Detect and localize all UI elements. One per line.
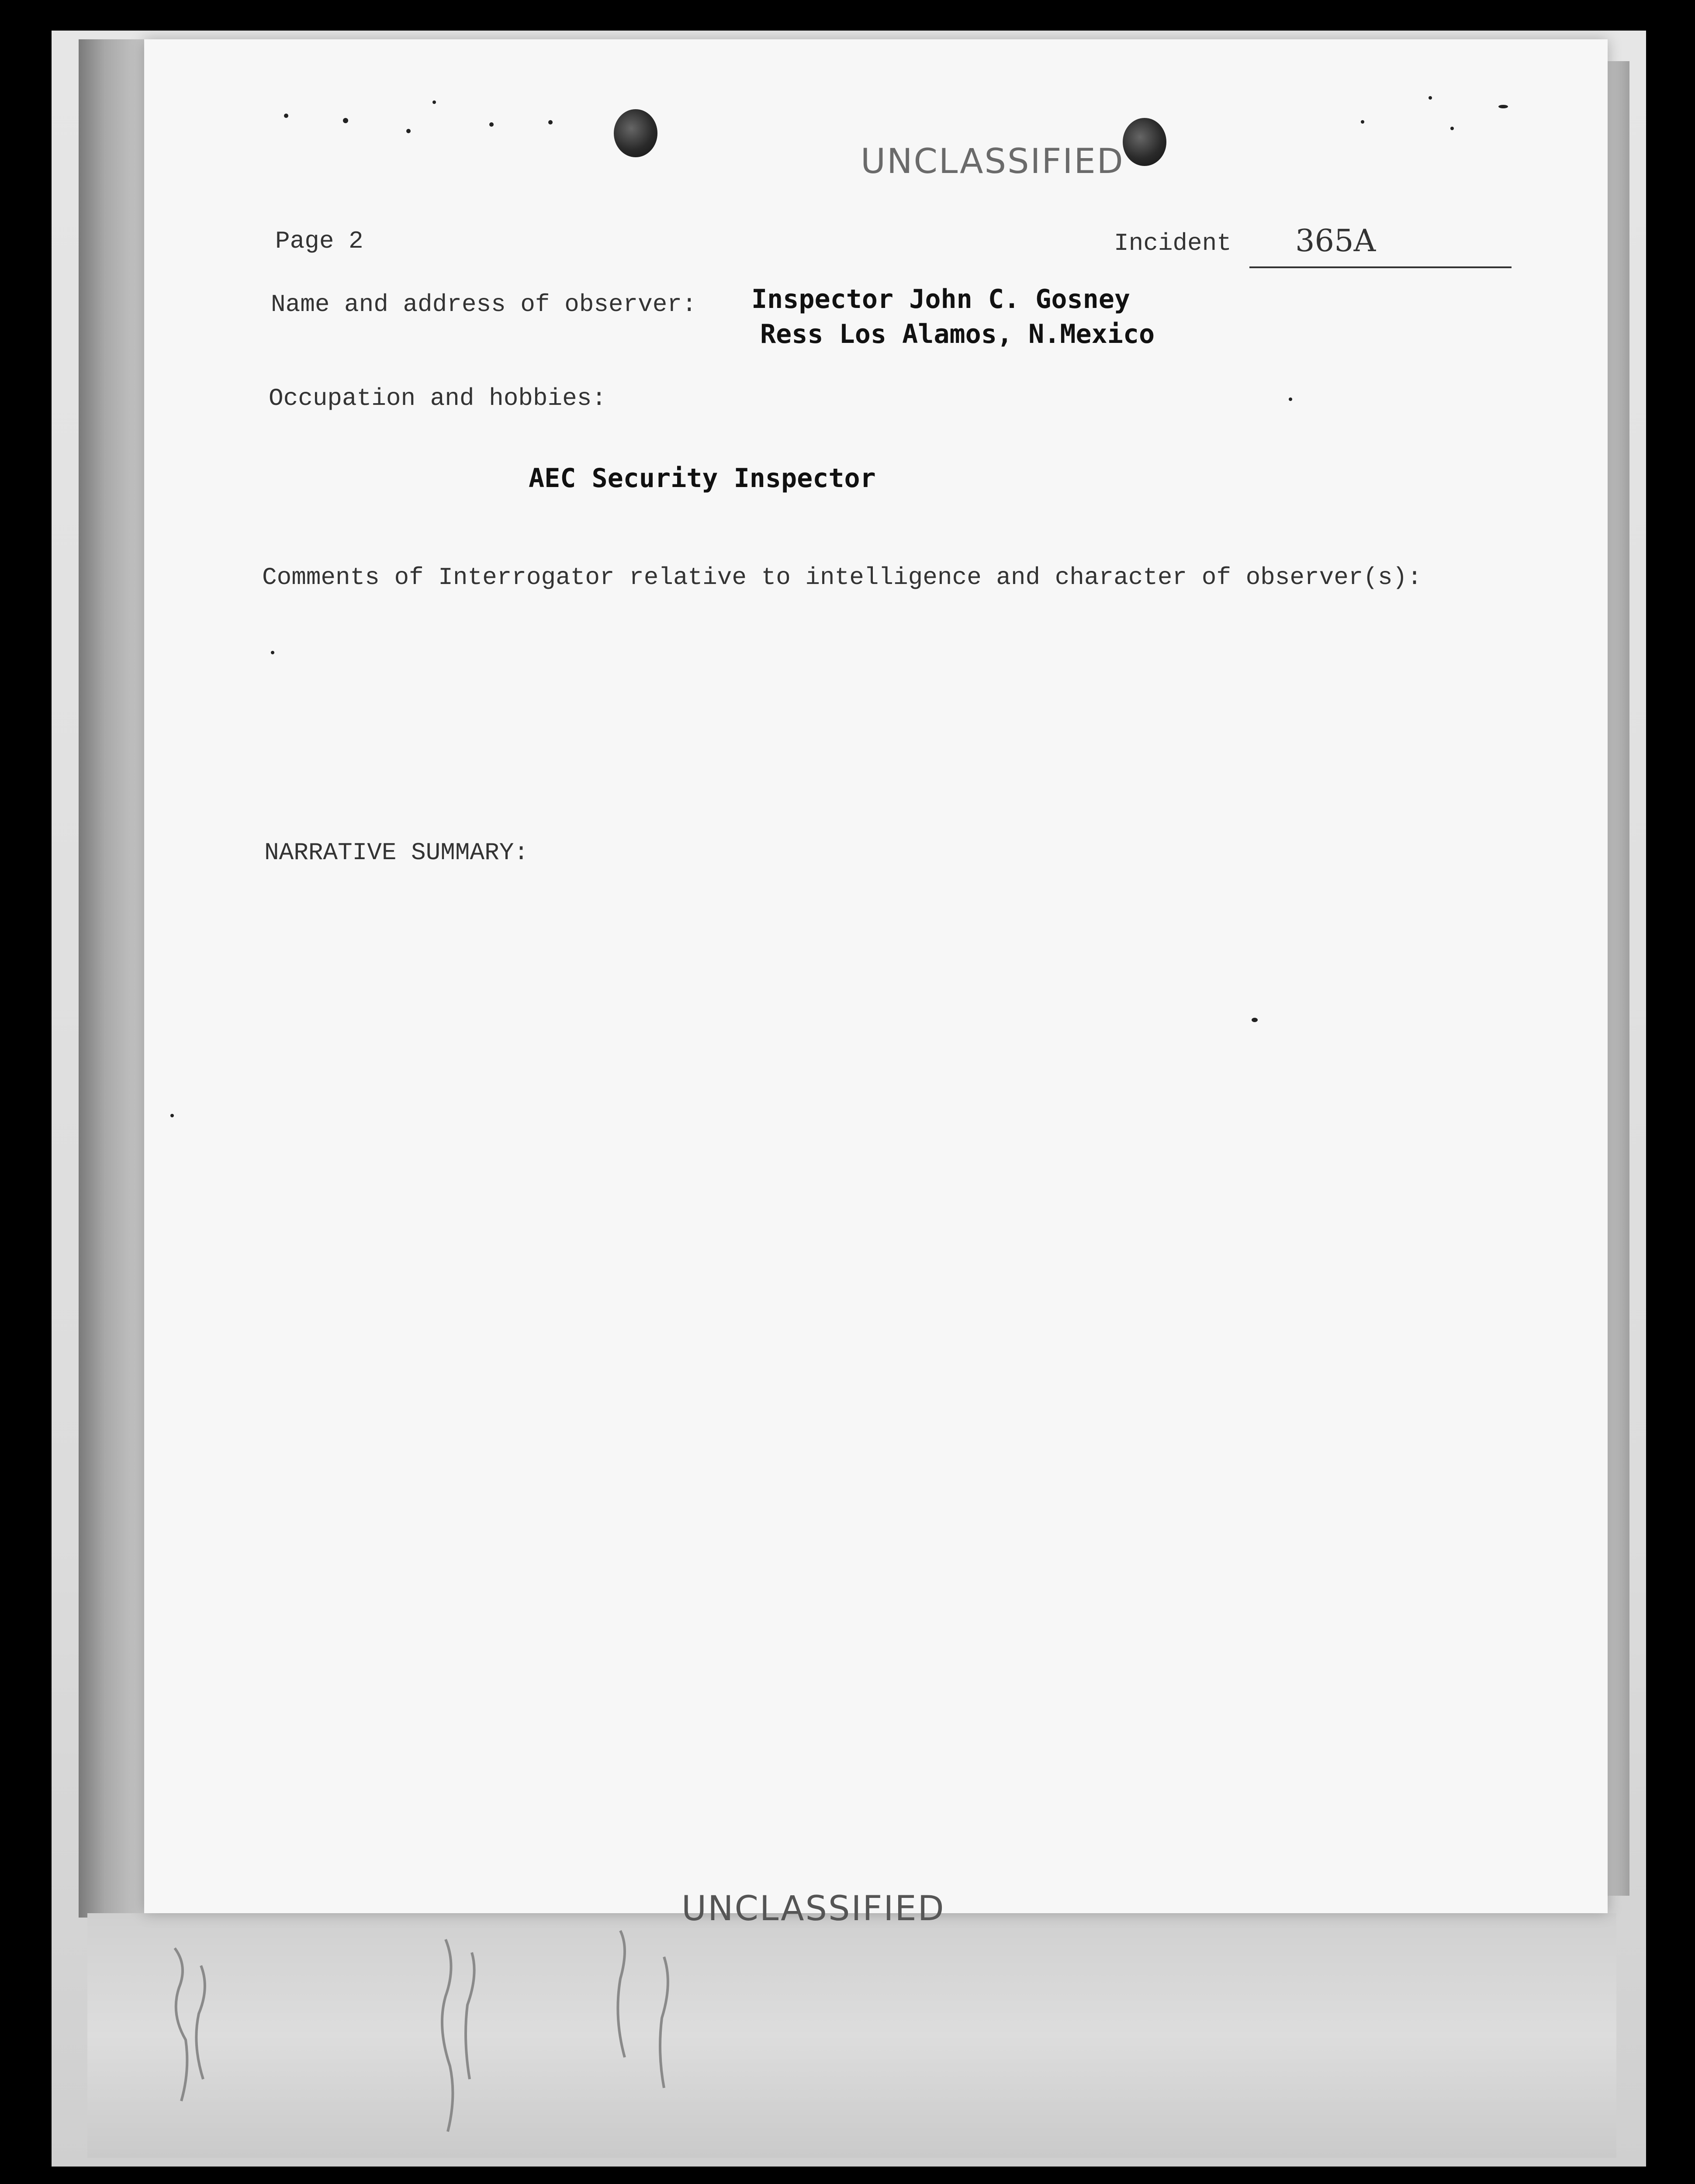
underlying-sheet-marks (87, 1913, 1616, 2158)
speck (548, 120, 553, 124)
speck (1361, 120, 1364, 124)
incident-underline (1249, 266, 1512, 268)
punch-hole-right (1123, 118, 1166, 166)
comments-label: Comments of Interrogator relative to intelligence and character of observer(s): (262, 563, 1422, 591)
speck (284, 114, 288, 118)
punch-hole-left (614, 109, 657, 157)
speck (489, 122, 494, 127)
speck (432, 100, 436, 104)
observer-label: Name and address of observer: (271, 290, 697, 318)
speck (1252, 1018, 1258, 1022)
classification-stamp-bottom-text: UNCLASSIFIED (681, 1889, 945, 1928)
incident-number: 365A (1295, 223, 1376, 259)
left-page-edge (79, 39, 144, 1918)
speck (170, 1114, 174, 1117)
observer-address: Ress Los Alamos, N.Mexico (760, 319, 1155, 349)
incident-label: Incident (1114, 229, 1231, 257)
classification-stamp-bottom (681, 1889, 945, 1928)
observer-name: Inspector John C. Gosney (751, 284, 1130, 314)
speck (1429, 96, 1432, 100)
speck (406, 129, 411, 133)
page-number: Page 2 (275, 227, 363, 255)
speck (1498, 105, 1508, 108)
underlying-sheet (87, 1913, 1616, 2158)
occupation-value: AEC Security Inspector (529, 463, 876, 494)
document-page (144, 39, 1608, 1913)
narrative-summary-label: NARRATIVE SUMMARY: (264, 839, 529, 867)
speck (1289, 397, 1292, 401)
speck (271, 651, 274, 654)
occupation-label: Occupation and hobbies: (269, 384, 606, 412)
speck (1450, 127, 1454, 130)
classification-stamp-top: UNCLASSIFIED (861, 142, 1124, 181)
speck (343, 118, 348, 123)
